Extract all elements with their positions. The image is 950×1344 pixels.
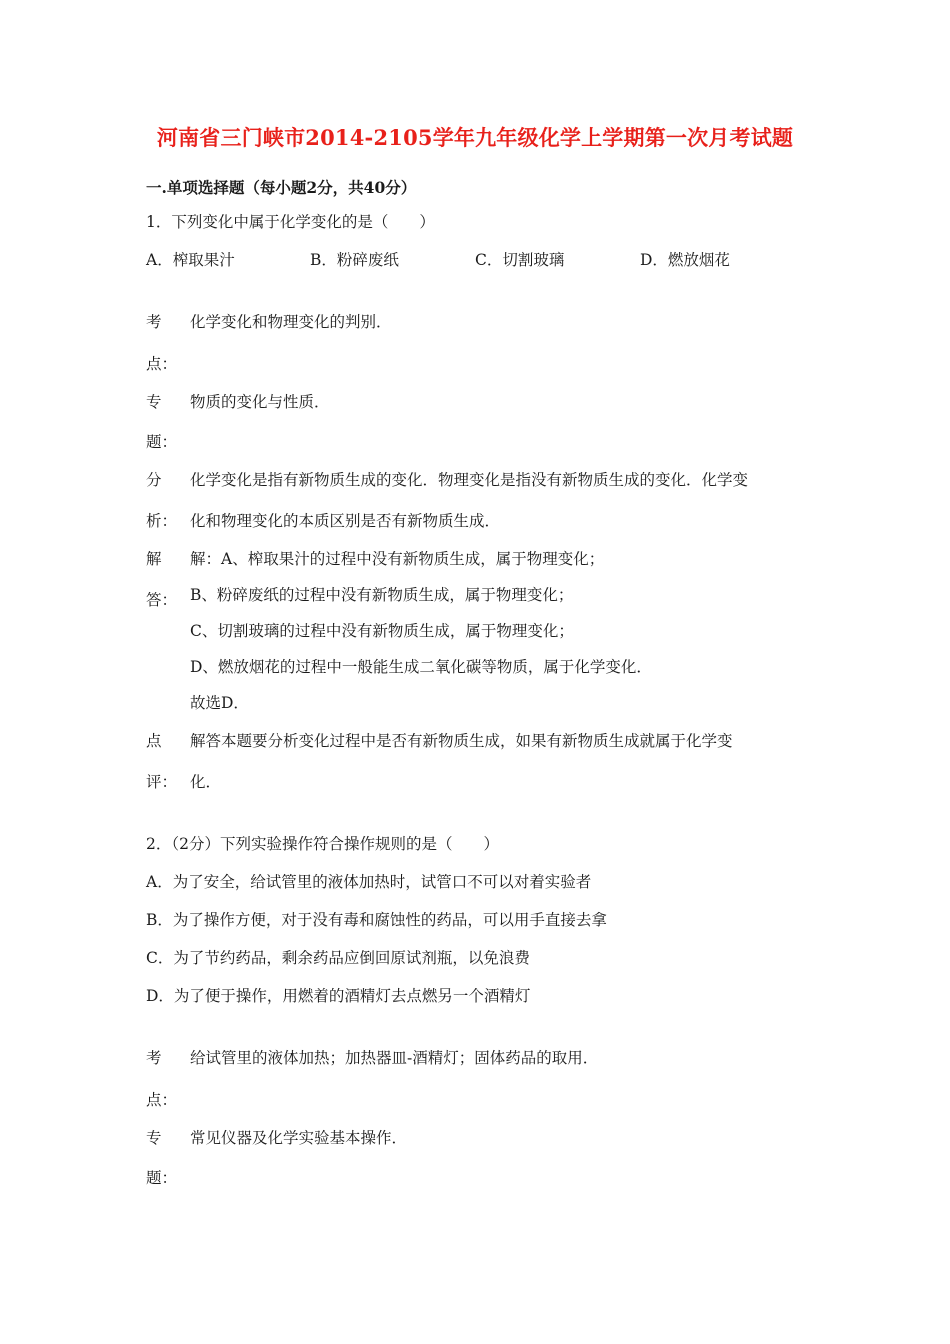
- q1-kaodian-label-1: 考: [146, 313, 162, 331]
- q1-option-b: B．粉碎废纸: [310, 251, 399, 269]
- q1-fenxi-line-2: 化和物理变化的本质区别是否有新物质生成．: [190, 512, 501, 530]
- q2-zhuanti-label-1: 专: [146, 1129, 162, 1147]
- q1-kaodian-label-2: 点：: [146, 355, 178, 373]
- q2-kaodian-label-2: 点：: [146, 1091, 178, 1109]
- q1-dianping-line-2: 化．: [190, 773, 222, 791]
- q2-zhuanti-label-2: 题：: [146, 1169, 178, 1187]
- q1-option-d: D．燃放烟花: [640, 251, 730, 269]
- q1-dianping-label-1: 点: [146, 732, 162, 750]
- q1-jieda-line-4: D、燃放烟花的过程中一般能生成二氧化碳等物质，属于化学变化．: [190, 658, 652, 676]
- q2-kaodian-text: 给试管里的液体加热；加热器皿-酒精灯；固体药品的取用．: [190, 1049, 599, 1067]
- q1-jieda-label-2: 答：: [146, 591, 178, 609]
- q1-jieda-label-1: 解: [146, 550, 162, 568]
- q1-option-c: C．切割玻璃: [475, 251, 565, 269]
- question-1-text: 1．下列变化中属于化学变化的是（ ）: [146, 213, 435, 231]
- q2-option-b: B．为了操作方便，对于没有毒和腐蚀性的药品，可以用手直接去拿: [146, 911, 607, 929]
- q1-zhuanti-label-2: 题：: [146, 433, 178, 451]
- q1-fenxi-label-2: 析：: [146, 512, 178, 530]
- q1-jieda-line-2: B、粉碎废纸的过程中没有新物质生成，属于物理变化；: [190, 586, 574, 604]
- q1-jieda-line-1: 解：A、榨取果汁的过程中没有新物质生成，属于物理变化；: [190, 550, 605, 568]
- q2-option-c: C．为了节约药品，剩余药品应倒回原试剂瓶，以免浪费: [146, 949, 530, 967]
- q1-jieda-line-5: 故选D．: [190, 694, 249, 712]
- q2-option-d: D．为了便于操作，用燃着的酒精灯去点燃另一个酒精灯: [146, 987, 531, 1005]
- q1-fenxi-line-1: 化学变化是指有新物质生成的变化．物理变化是指没有新物质生成的变化．化学变: [190, 471, 749, 489]
- q1-dianping-label-2: 评：: [146, 773, 178, 791]
- q1-zhuanti-text: 物质的变化与性质．: [190, 393, 330, 411]
- document-title: 河南省三门峡市2014-2105学年九年级化学上学期第一次月考试题: [156, 125, 794, 150]
- section-heading: 一.单项选择题（每小题2分，共40分）: [146, 178, 417, 197]
- q2-kaodian-label-1: 考: [146, 1049, 162, 1067]
- q1-dianping-line-1: 解答本题要分析变化过程中是否有新物质生成，如果有新物质生成就属于化学变: [190, 732, 733, 750]
- q2-zhuanti-text: 常见仪器及化学实验基本操作．: [190, 1129, 408, 1147]
- q1-zhuanti-label-1: 专: [146, 393, 162, 411]
- q1-kaodian-text: 化学变化和物理变化的判别．: [190, 313, 392, 331]
- q1-option-a: A．榨取果汁: [146, 251, 235, 269]
- question-2-text: 2．（2分）下列实验操作符合操作规则的是（ ）: [146, 835, 499, 853]
- q2-option-a: A．为了安全，给试管里的液体加热时，试管口不可以对着实验者: [146, 873, 592, 891]
- q1-jieda-line-3: C、切割玻璃的过程中没有新物质生成，属于物理变化；: [190, 622, 574, 640]
- q1-fenxi-label-1: 分: [146, 471, 162, 489]
